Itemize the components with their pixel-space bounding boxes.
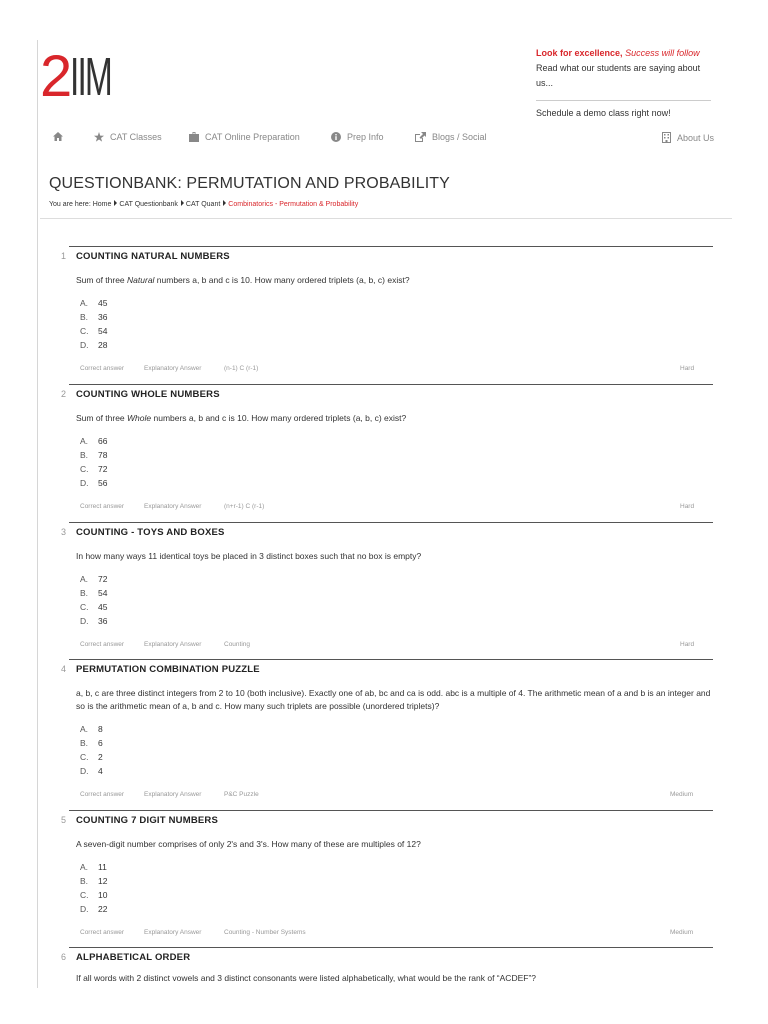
answer-option[interactable]: C. 45 <box>80 602 108 612</box>
question-text: Sum of three Whole numbers a, b and c is 10. How many ordered triplets (a, b, c) exist? <box>76 413 407 423</box>
excellence-text: Look for excellence, <box>536 48 623 58</box>
correct-answer-link[interactable]: Correct answer <box>80 791 125 798</box>
answer-option[interactable]: D. 56 <box>80 478 108 488</box>
answer-option[interactable]: C. 54 <box>80 326 108 336</box>
difficulty-label: Hard <box>680 641 695 648</box>
promo-divider <box>536 100 711 101</box>
question-divider <box>69 659 713 660</box>
question-text: a, b, c are three distinct integers from 2 to 10 (both inclusive). Exactly one of ab, bc and ca is odd. abc is a multiple of 4. The arithmetic mean of a and b is an integer and so is the arithmetic mean of a, b and c. How many such triplets are possible (unordered triplets)? <box>76 688 711 711</box>
nav-label: Blogs / Social <box>432 132 487 142</box>
topic-tag[interactable]: Counting - Number Systems <box>224 929 306 936</box>
explanatory-answer-link[interactable]: Explanatory Answer <box>144 503 202 510</box>
breadcrumb-separator-icon <box>181 200 184 206</box>
answer-option[interactable]: A. 8 <box>80 724 103 734</box>
answer-options <box>80 572 713 628</box>
question-title: PERMUTATION COMBINATION PUZZLE <box>76 664 260 675</box>
question-title: COUNTING 7 DIGIT NUMBERS <box>76 815 219 826</box>
nav-cat-online[interactable] <box>189 132 300 142</box>
question-number: 4 <box>61 664 67 674</box>
breadcrumb-separator-icon <box>223 200 226 206</box>
question-title: COUNTING WHOLE NUMBERS <box>76 389 220 400</box>
question-text: If all words with 2 distinct vowels and 3 distinct consonants were listed alphabetically, what would be the rank of “ACDEF”? <box>76 973 537 983</box>
answer-options <box>80 722 713 778</box>
demo-link[interactable]: Schedule a demo class right now! <box>536 108 671 118</box>
answer-option[interactable]: C. 2 <box>80 752 103 762</box>
answer-option[interactable]: B. 12 <box>80 876 108 886</box>
title-divider <box>40 218 732 219</box>
breadcrumb-home[interactable]: Home <box>92 201 112 208</box>
answer-options <box>80 434 713 490</box>
question-meta <box>80 791 713 801</box>
answer-option[interactable]: B. 54 <box>80 588 108 598</box>
nav-label: About Us <box>677 132 715 143</box>
nav-label: CAT Classes <box>110 132 162 142</box>
answer-option[interactable]: D. 28 <box>80 340 108 350</box>
breadcrumb <box>49 200 358 208</box>
excellence-line <box>536 46 716 61</box>
question-meta <box>80 365 713 375</box>
question-divider <box>69 947 713 948</box>
question-card <box>49 246 713 375</box>
question-meta <box>80 929 713 939</box>
correct-answer-link[interactable]: Correct answer <box>80 641 125 648</box>
breadcrumb-cat-quant[interactable]: CAT Quant <box>185 201 221 208</box>
nav-home[interactable] <box>53 132 63 141</box>
breadcrumb-prefix: You are here: <box>49 201 93 208</box>
question-divider <box>69 522 713 523</box>
answer-option[interactable]: C. 10 <box>80 890 108 900</box>
difficulty-label: Medium <box>670 791 694 798</box>
left-frame-line <box>37 40 38 988</box>
answer-option[interactable]: A. 11 <box>80 862 107 872</box>
explanatory-answer-link[interactable]: Explanatory Answer <box>144 365 202 372</box>
topic-tag[interactable]: (n-1) C (r-1) <box>224 365 259 372</box>
question-card <box>49 659 713 801</box>
question-number: 6 <box>61 952 67 962</box>
question-number: 3 <box>61 527 67 537</box>
site-logo[interactable] <box>40 44 136 109</box>
answer-options <box>80 296 713 352</box>
question-meta <box>80 503 713 513</box>
question-text: Sum of three Natural numbers a, b and c is 10. How many ordered triplets (a, b, c) exist? <box>76 275 410 285</box>
share-icon <box>415 132 426 142</box>
answer-option[interactable]: D. 4 <box>80 766 103 776</box>
answer-option[interactable]: B. 78 <box>80 450 108 460</box>
question-number: 1 <box>61 251 67 261</box>
question-number: 2 <box>61 389 67 399</box>
breadcrumb-current: Combinatorics - Permutation & Probability <box>228 201 359 208</box>
difficulty-label: Hard <box>680 365 695 372</box>
main-nav <box>40 128 732 150</box>
star-icon <box>94 132 104 142</box>
breadcrumb-questionbank[interactable]: CAT Questionbank <box>119 201 178 208</box>
difficulty-label: Medium <box>670 929 694 936</box>
question-divider <box>69 246 713 247</box>
explanatory-answer-link[interactable]: Explanatory Answer <box>144 641 202 648</box>
question-card <box>49 947 713 985</box>
topic-tag[interactable]: (n+r-1) C (r-1) <box>224 503 265 510</box>
question-meta <box>80 641 713 651</box>
explanatory-answer-link[interactable]: Explanatory Answer <box>144 929 202 936</box>
nav-cat-classes[interactable] <box>94 132 162 142</box>
answer-option[interactable]: D. 22 <box>80 904 108 914</box>
question-text: In how many ways 11 identical toys be placed in 3 distinct boxes such that no box is empty? <box>76 551 422 561</box>
logo-two: 2 <box>40 44 71 109</box>
answer-option[interactable]: A. 72 <box>80 574 108 584</box>
nav-label: CAT Online Preparation <box>205 132 300 142</box>
answer-option[interactable]: D. 36 <box>80 616 108 626</box>
question-title: COUNTING - TOYS AND BOXES <box>76 527 225 538</box>
question-card <box>49 522 713 651</box>
nav-prep-info[interactable] <box>331 132 384 142</box>
question-title: ALPHABETICAL ORDER <box>76 952 191 963</box>
question-text: A seven-digit number comprises of only 2's and 3's. How many of these are multiples of 12? <box>76 839 421 849</box>
info-icon <box>331 132 341 142</box>
question-number: 5 <box>61 815 67 825</box>
explanatory-answer-link[interactable]: Explanatory Answer <box>144 791 202 798</box>
building-icon <box>662 132 671 143</box>
correct-answer-link[interactable]: Correct answer <box>80 365 125 372</box>
promo-block <box>536 46 716 121</box>
question-divider <box>69 810 713 811</box>
answer-option[interactable]: A. 66 <box>80 436 108 446</box>
answer-option[interactable]: B. 6 <box>80 738 103 748</box>
question-card <box>49 810 713 939</box>
correct-answer-link[interactable]: Correct answer <box>80 929 125 936</box>
home-icon <box>53 132 63 141</box>
students-link[interactable]: Read what our students are saying about us... <box>536 63 701 88</box>
difficulty-label: Hard <box>680 503 695 510</box>
page-title: QUESTIONBANK: PERMUTATION AND PROBABILITY <box>49 175 450 192</box>
answer-option[interactable]: A. 45 <box>80 298 108 308</box>
correct-answer-link[interactable]: Correct answer <box>80 503 125 510</box>
nav-about-us[interactable] <box>662 132 714 143</box>
question-divider <box>69 384 713 385</box>
answer-options <box>80 860 713 916</box>
logo-iim: IIM <box>70 47 112 107</box>
question-card <box>49 384 713 513</box>
success-text: Success will follow <box>625 48 700 58</box>
breadcrumb-separator-icon <box>114 200 117 206</box>
briefcase-icon <box>189 132 199 142</box>
question-title: COUNTING NATURAL NUMBERS <box>76 251 230 262</box>
answer-option[interactable]: B. 36 <box>80 312 108 322</box>
answer-option[interactable]: C. 72 <box>80 464 108 474</box>
topic-tag[interactable]: P&C Puzzle <box>224 791 259 798</box>
nav-label: Prep Info <box>347 132 384 142</box>
nav-blogs-social[interactable] <box>415 132 487 142</box>
topic-tag[interactable]: Counting <box>224 641 251 648</box>
